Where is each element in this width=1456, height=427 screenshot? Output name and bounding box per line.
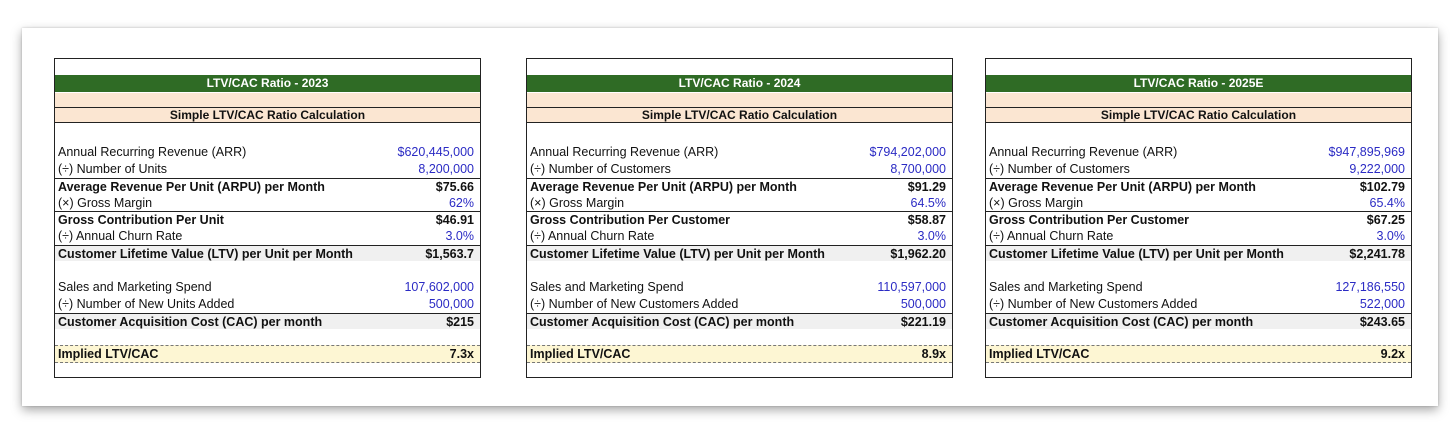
cac-row xyxy=(527,313,952,329)
units-label: (÷) Number of Customers xyxy=(989,162,1130,176)
gross-contribution-label: Gross Contribution Per Customer xyxy=(989,213,1190,227)
gross-contribution-row xyxy=(986,211,1411,227)
units-label: (÷) Number of Units xyxy=(58,162,167,176)
new-units-label: (÷) Number of New Units Added xyxy=(58,297,235,311)
ltv-label: Customer Lifetime Value (LTV) per Unit per Month xyxy=(530,247,825,261)
table-subtitle: Simple LTV/CAC Ratio Calculation xyxy=(986,107,1411,123)
cac-label: Customer Acquisition Cost (CAC) per month xyxy=(989,315,1254,329)
arr-label: Annual Recurring Revenue (ARR) xyxy=(530,145,719,159)
churn-value: 3.0% xyxy=(1376,229,1405,243)
new-customers-row xyxy=(986,296,1411,312)
churn-row xyxy=(55,228,480,244)
gross-margin-label: (×) Gross Margin xyxy=(989,196,1084,210)
new-customers-label: (÷) Number of New Customers Added xyxy=(989,297,1198,311)
implied-row xyxy=(55,345,480,363)
churn-row xyxy=(527,228,952,244)
sm-spend-row xyxy=(55,279,480,295)
sm-spend-row xyxy=(986,279,1411,295)
units-label: (÷) Number of Customers xyxy=(530,162,671,176)
table-title: LTV/CAC Ratio - 2023 xyxy=(55,75,480,92)
arr-value: $947,895,969 xyxy=(1328,145,1405,159)
implied-row xyxy=(527,345,952,363)
ltv-row xyxy=(527,245,952,261)
sm-spend-label: Sales and Marketing Spend xyxy=(530,280,684,294)
cac-row xyxy=(986,313,1411,329)
implied-label: Implied LTV/CAC xyxy=(58,347,159,361)
ltv-value: $1,962.20 xyxy=(890,247,946,261)
cac-label: Customer Acquisition Cost (CAC) per month xyxy=(530,315,795,329)
ltv-cac-table-2024 xyxy=(526,58,953,378)
implied-label: Implied LTV/CAC xyxy=(530,347,631,361)
implied-row xyxy=(986,345,1411,363)
table-title: LTV/CAC Ratio - 2024 xyxy=(527,75,952,92)
arr-value: $620,445,000 xyxy=(397,145,474,159)
sm-spend-value: 127,186,550 xyxy=(1335,280,1405,294)
gross-margin-row xyxy=(55,195,480,211)
gross-margin-row xyxy=(527,195,952,211)
sm-spend-label: Sales and Marketing Spend xyxy=(58,280,212,294)
arpu-row xyxy=(55,178,480,194)
gross-margin-value: 62% xyxy=(448,196,474,210)
arpu-value: $102.79 xyxy=(1359,180,1405,194)
churn-label: (÷) Annual Churn Rate xyxy=(530,229,655,243)
churn-label: (÷) Annual Churn Rate xyxy=(989,229,1114,243)
gross-contribution-label: Gross Contribution Per Unit xyxy=(58,213,224,227)
gross-margin-row xyxy=(986,195,1411,211)
arpu-label: Average Revenue Per Unit (ARPU) per Month xyxy=(989,180,1256,194)
ltv-label: Customer Lifetime Value (LTV) per Unit per Month xyxy=(989,247,1284,261)
new-units-row xyxy=(55,296,480,312)
cac-value: $243.65 xyxy=(1359,315,1405,329)
implied-value: 7.3x xyxy=(449,347,474,361)
units-value: 8,700,000 xyxy=(890,162,946,176)
implied-value: 9.2x xyxy=(1380,347,1405,361)
arpu-row xyxy=(986,178,1411,194)
arr-label: Annual Recurring Revenue (ARR) xyxy=(58,145,247,159)
arr-label: Annual Recurring Revenue (ARR) xyxy=(989,145,1178,159)
new-customers-value: 500,000 xyxy=(900,297,946,311)
header-spacer xyxy=(527,93,952,107)
gross-contribution-label: Gross Contribution Per Customer xyxy=(530,213,731,227)
gross-margin-label: (×) Gross Margin xyxy=(530,196,625,210)
new-customers-row xyxy=(527,296,952,312)
ltv-row xyxy=(986,245,1411,261)
ltv-row xyxy=(55,245,480,261)
sm-spend-value: 107,602,000 xyxy=(404,280,474,294)
ltv-cac-table-2023 xyxy=(54,58,481,378)
gross-margin-label: (×) Gross Margin xyxy=(58,196,153,210)
cac-row xyxy=(55,313,480,329)
units-value: 8,200,000 xyxy=(418,162,474,176)
cac-label: Customer Acquisition Cost (CAC) per month xyxy=(58,315,323,329)
arr-row xyxy=(527,144,952,160)
units-row xyxy=(986,161,1411,177)
arpu-value: $91.29 xyxy=(907,180,946,194)
table-subtitle: Simple LTV/CAC Ratio Calculation xyxy=(55,107,480,123)
new-units-value: 500,000 xyxy=(428,297,474,311)
sm-spend-value: 110,597,000 xyxy=(877,280,946,294)
arpu-label: Average Revenue Per Unit (ARPU) per Month xyxy=(58,180,325,194)
churn-label: (÷) Annual Churn Rate xyxy=(58,229,183,243)
implied-value: 8.9x xyxy=(921,347,946,361)
units-value: 9,222,000 xyxy=(1349,162,1405,176)
arr-value: $794,202,000 xyxy=(869,145,946,159)
cac-value: $215 xyxy=(446,315,474,329)
arpu-row xyxy=(527,178,952,194)
gross-contribution-value: $46.91 xyxy=(435,213,474,227)
units-row xyxy=(55,161,480,177)
gross-margin-value: 64.5% xyxy=(910,196,946,210)
header-spacer xyxy=(55,93,480,107)
table-subtitle: Simple LTV/CAC Ratio Calculation xyxy=(527,107,952,123)
new-customers-value: 522,000 xyxy=(1359,297,1405,311)
churn-row xyxy=(986,228,1411,244)
spreadsheet-sheet xyxy=(22,28,1438,406)
gross-contribution-value: $67.25 xyxy=(1366,213,1405,227)
gross-contribution-value: $58.87 xyxy=(907,213,946,227)
ltv-cac-table-2025e xyxy=(985,58,1412,378)
header-spacer xyxy=(986,93,1411,107)
arpu-value: $75.66 xyxy=(435,180,474,194)
gross-contribution-row xyxy=(55,211,480,227)
ltv-value: $1,563.7 xyxy=(425,247,474,261)
churn-value: 3.0% xyxy=(917,229,946,243)
sm-spend-label: Sales and Marketing Spend xyxy=(989,280,1143,294)
cac-value: $221.19 xyxy=(900,315,946,329)
churn-value: 3.0% xyxy=(445,229,474,243)
arr-row xyxy=(986,144,1411,160)
gross-margin-value: 65.4% xyxy=(1369,196,1405,210)
implied-label: Implied LTV/CAC xyxy=(989,347,1090,361)
ltv-value: $2,241.78 xyxy=(1349,247,1405,261)
arpu-label: Average Revenue Per Unit (ARPU) per Month xyxy=(530,180,797,194)
gross-contribution-row xyxy=(527,211,952,227)
new-customers-label: (÷) Number of New Customers Added xyxy=(530,297,739,311)
table-title: LTV/CAC Ratio - 2025E xyxy=(986,75,1411,92)
sm-spend-row xyxy=(527,279,952,295)
units-row xyxy=(527,161,952,177)
arr-row xyxy=(55,144,480,160)
ltv-label: Customer Lifetime Value (LTV) per Unit per Month xyxy=(58,247,353,261)
